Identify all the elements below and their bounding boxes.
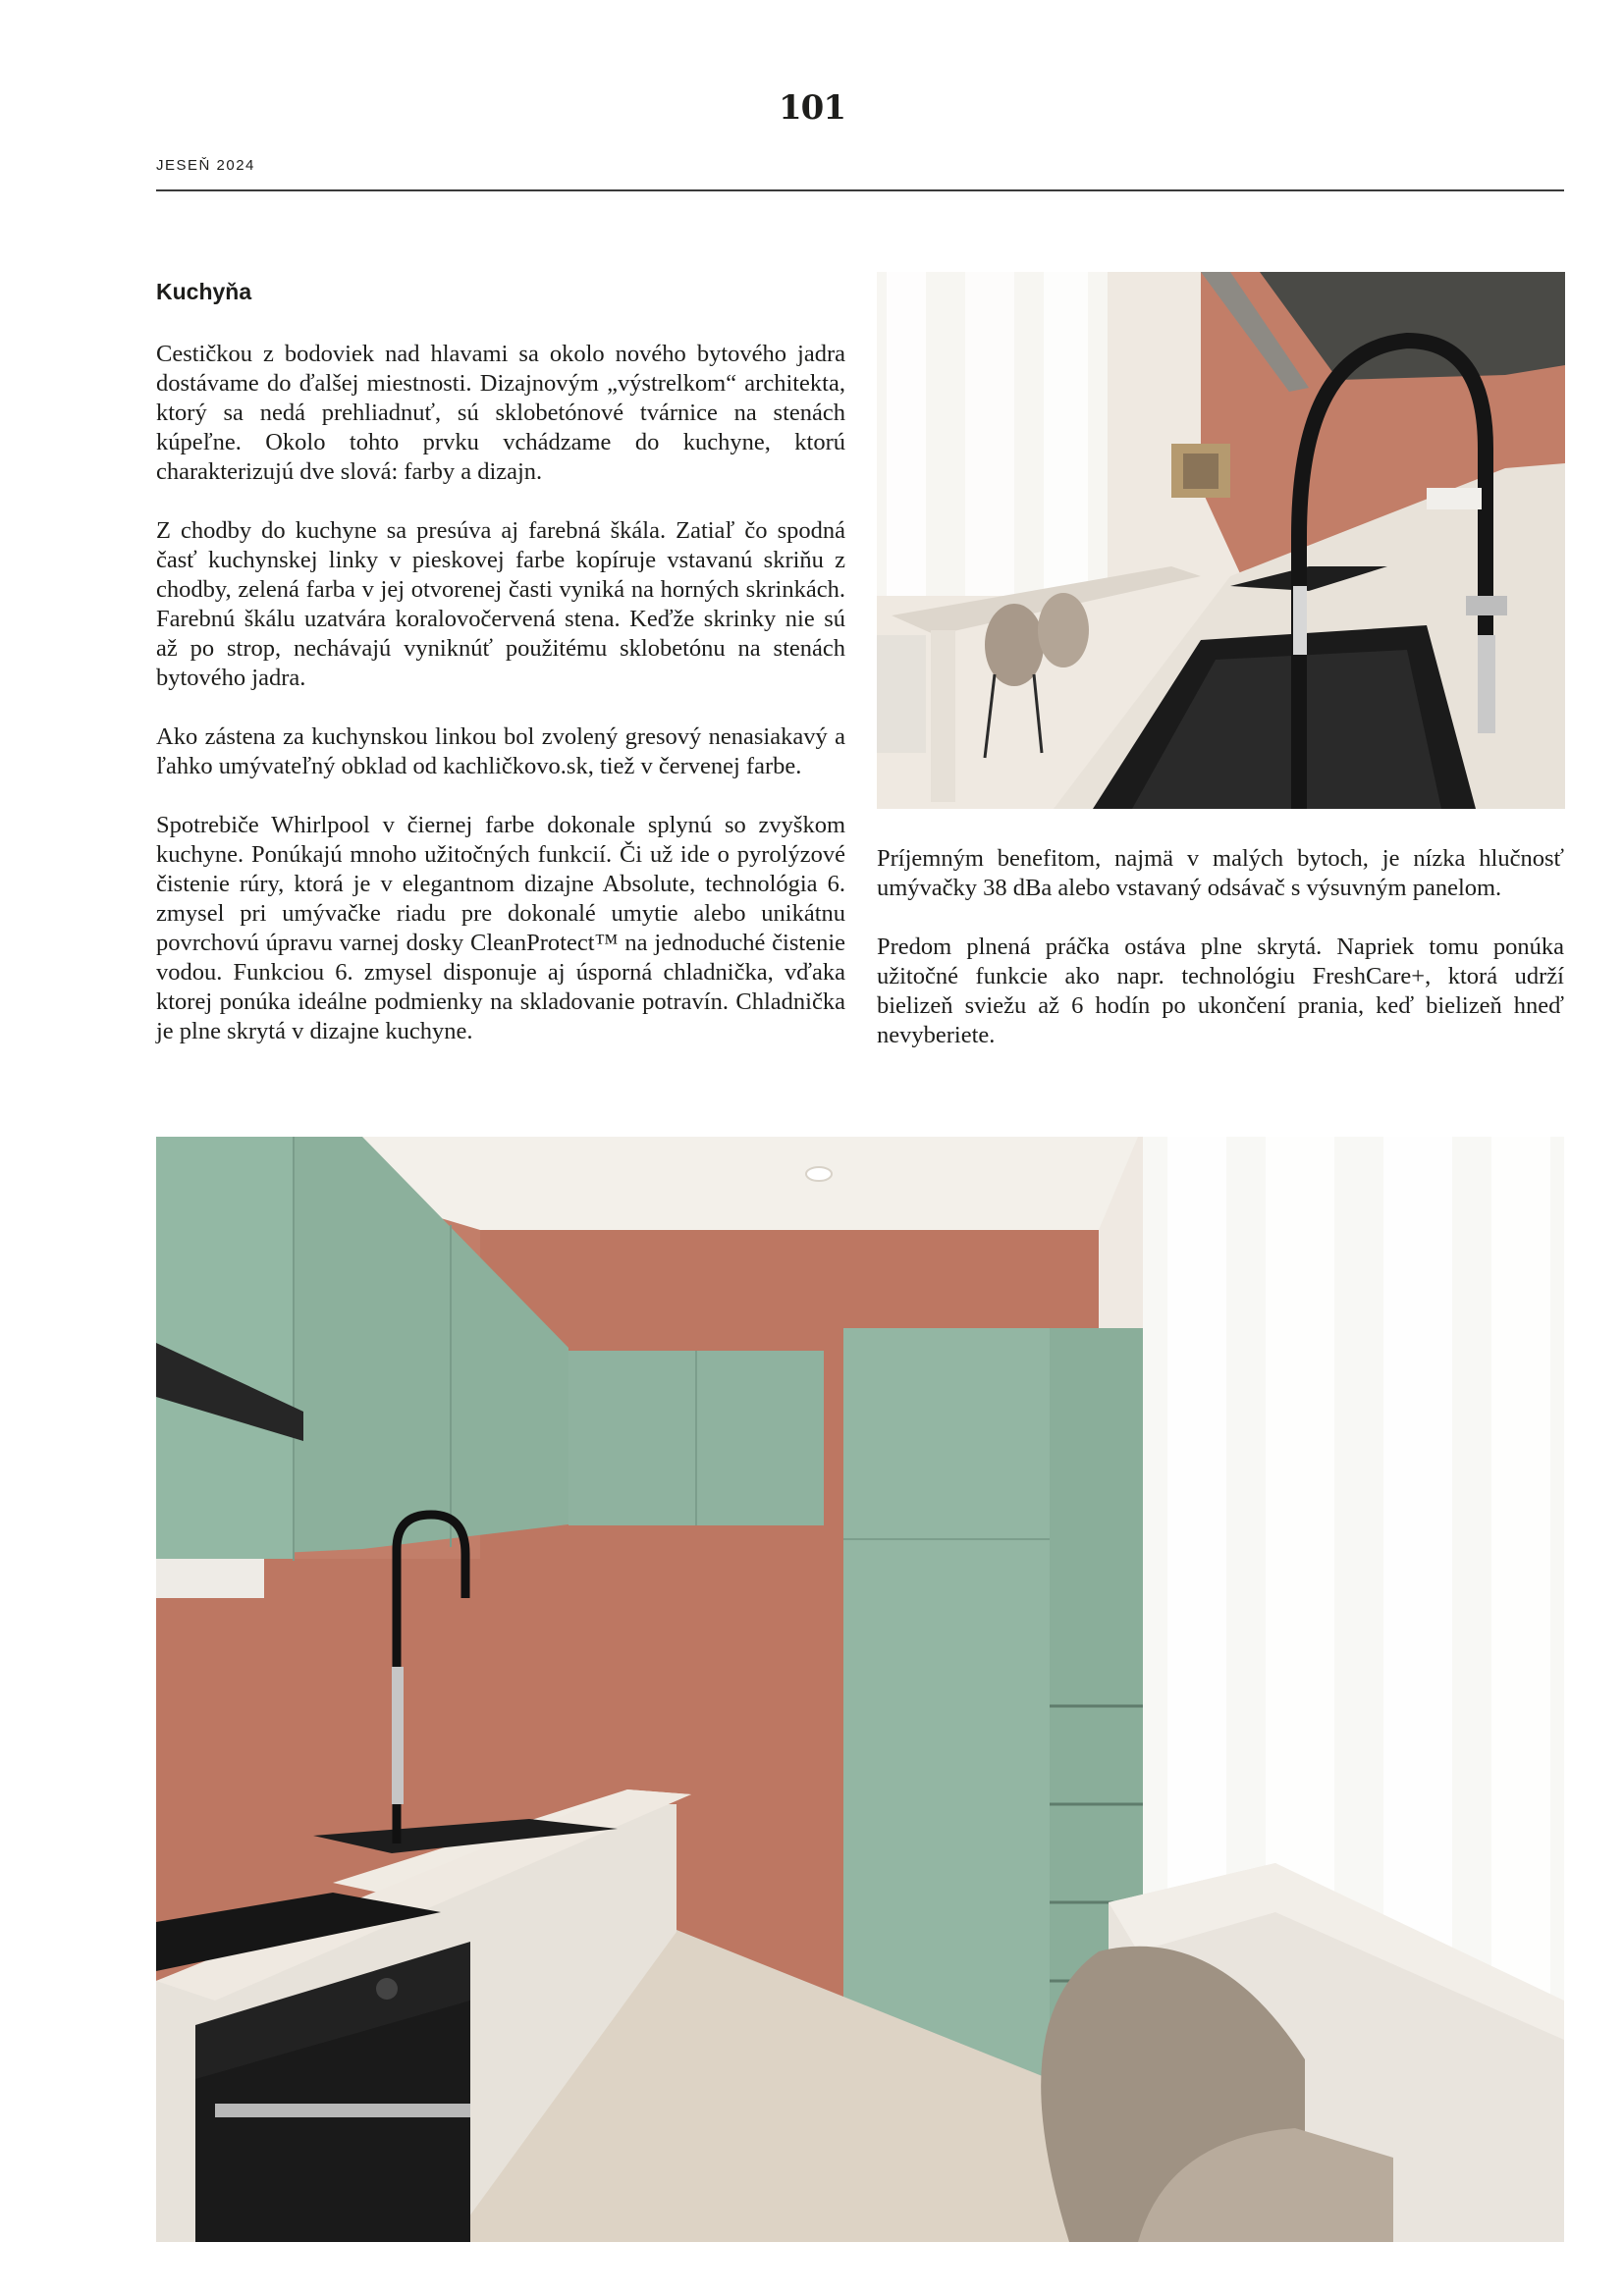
kitchen-overview-photo: [156, 1137, 1564, 2242]
sink-faucet-photo: [877, 272, 1565, 809]
right-text-column: [877, 844, 1564, 1080]
paragraph: Predom plnená práčka ostáva plne skrytá. Napriek tomu ponúka užitočné funkcie ako napr. technológiu FreshCare+, ktorá udrží bielizeň sviežu až 6 hodín po ukončení prania, keď bielizeň hneď nevyberiete.: [877, 934, 1564, 1048]
paragraph: Cestičkou z bodoviek nad hlavami sa okolo nového bytového jadra dostávame do ďalšej miestnosti. Dizajnovým „výstrelkom“ architekta, ktorý sa nedá prehliadnuť, sú sklobetónové tvárnice na stenách kúpeľne. Okolo tohto prvku vchádzame do kuchyne, ktorú charakterizujú dve slová: farby a dizajn.: [156, 341, 845, 485]
section-heading: Kuchyňa: [156, 279, 252, 304]
issue-label: JESEŇ 2024: [156, 157, 255, 174]
paragraph: Príjemným benefitom, najmä v malých bytoch, je nízka hlučnosť umývačky 38 dBa alebo vstavaný odsávač s výsuvným panelom.: [877, 845, 1564, 901]
paragraph: Spotrebiče Whirlpool v čiernej farbe dokonale splynú so zvyškom kuchyne. Ponúkajú mnoho užitočných funkcií. Či už ide o pyrolýzové čistenie rúry, ktorá je v elegantnom dizajne Absolute, technológia 6. zmysel pri umývačke riadu pre dokonalé umytie alebo unikátnu povrchovú úpravu varnej dosky CleanProtect™ na jednoduché čistenie vodou. Funkciou 6. zmysel disponuje aj úsporná chladnička, vďaka ktorej ponúka ideálne podmienky na skladovanie potravín. Chladnička je plne skrytá v dizajne kuchyne.: [156, 812, 845, 1044]
paragraph: Z chodby do kuchyne sa presúva aj farebná škála. Zatiaľ čo spodná časť kuchynskej linky v pieskovej farbe kopíruje vstavanú skriňu z chodby, zelená farba v jej otvorenej časti vyniká na horných skrinkách. Farebnú škálu uzatvára koralovočervená stena. Keďže skrinky nie sú až po strop, nechávajú vyniknúť použitému sklobetónu na stenách bytového jadra.: [156, 517, 845, 691]
left-text-column: [156, 340, 845, 1076]
page-number: 101: [779, 88, 845, 128]
paragraph: Ako zástena za kuchynskou linkou bol zvolený gresový nenasiakavý a ľahko umývateľný obklad od kachličkovo.sk, tiež v červenej farbe.: [156, 723, 845, 779]
header-rule: [156, 189, 1564, 191]
